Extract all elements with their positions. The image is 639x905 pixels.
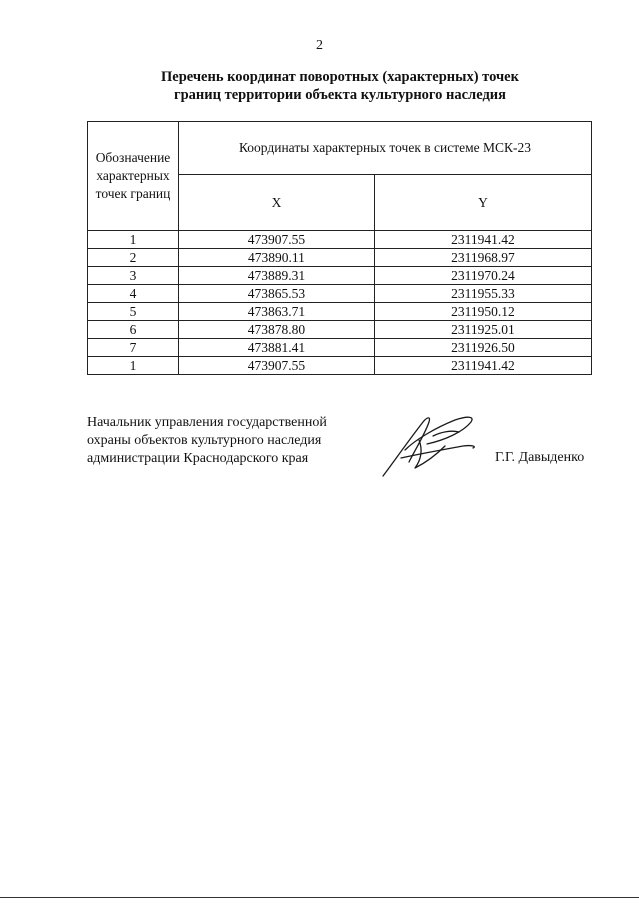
table-row — [88, 321, 592, 339]
cell-y: 2311950.12 — [374, 303, 591, 321]
handwritten-signature-icon — [375, 410, 485, 478]
cell-x: 473863.71 — [179, 303, 375, 321]
cell-x: 473907.55 — [179, 231, 375, 249]
coordinates-table — [87, 121, 592, 375]
signer-name: Г.Г. Давыденко — [495, 450, 585, 465]
signer-position — [87, 414, 407, 468]
cell-y: 2311970.24 — [374, 267, 591, 285]
cell-y: 2311941.42 — [374, 357, 591, 375]
header-y: Y — [374, 175, 591, 231]
title-line-2: границ территории объекта культурного наследия — [174, 87, 506, 103]
cell-x: 473907.55 — [179, 357, 375, 375]
position-line-3: администрации Краснодарского края — [87, 451, 309, 466]
cell-point: 1 — [88, 357, 179, 375]
table-row — [88, 303, 592, 321]
cell-point: 2 — [88, 249, 179, 267]
cell-y: 2311968.97 — [374, 249, 591, 267]
title-line-1: Перечень координат поворотных (характерных) точек — [161, 69, 519, 85]
table-row — [88, 357, 592, 375]
cell-x: 473890.11 — [179, 249, 375, 267]
cell-y: 2311926.50 — [374, 339, 591, 357]
position-line-2: охраны объектов культурного наследия — [87, 433, 322, 448]
cell-y: 2311955.33 — [374, 285, 591, 303]
table-row — [88, 339, 592, 357]
header-x: X — [179, 175, 375, 231]
table-row — [88, 231, 592, 249]
cell-x: 473878.80 — [179, 321, 375, 339]
cell-point: 1 — [88, 231, 179, 249]
cell-point: 4 — [88, 285, 179, 303]
cell-point: 3 — [88, 267, 179, 285]
bottom-divider — [0, 897, 639, 898]
cell-x: 473881.41 — [179, 339, 375, 357]
table-body — [88, 231, 592, 375]
page-number: 2 — [316, 38, 323, 53]
document-title — [90, 68, 590, 104]
cell-y: 2311925.01 — [374, 321, 591, 339]
header-coordinate-system: Координаты характерных точек в системе МСК-23 — [179, 122, 592, 175]
table-row — [88, 285, 592, 303]
position-line-1: Начальник управления государственной — [87, 415, 327, 430]
header-point-label: Обозначение характерных точек границ — [88, 122, 179, 231]
cell-point: 5 — [88, 303, 179, 321]
table-row — [88, 267, 592, 285]
cell-x: 473889.31 — [179, 267, 375, 285]
cell-y: 2311941.42 — [374, 231, 591, 249]
cell-point: 6 — [88, 321, 179, 339]
table-row — [88, 249, 592, 267]
cell-point: 7 — [88, 339, 179, 357]
cell-x: 473865.53 — [179, 285, 375, 303]
